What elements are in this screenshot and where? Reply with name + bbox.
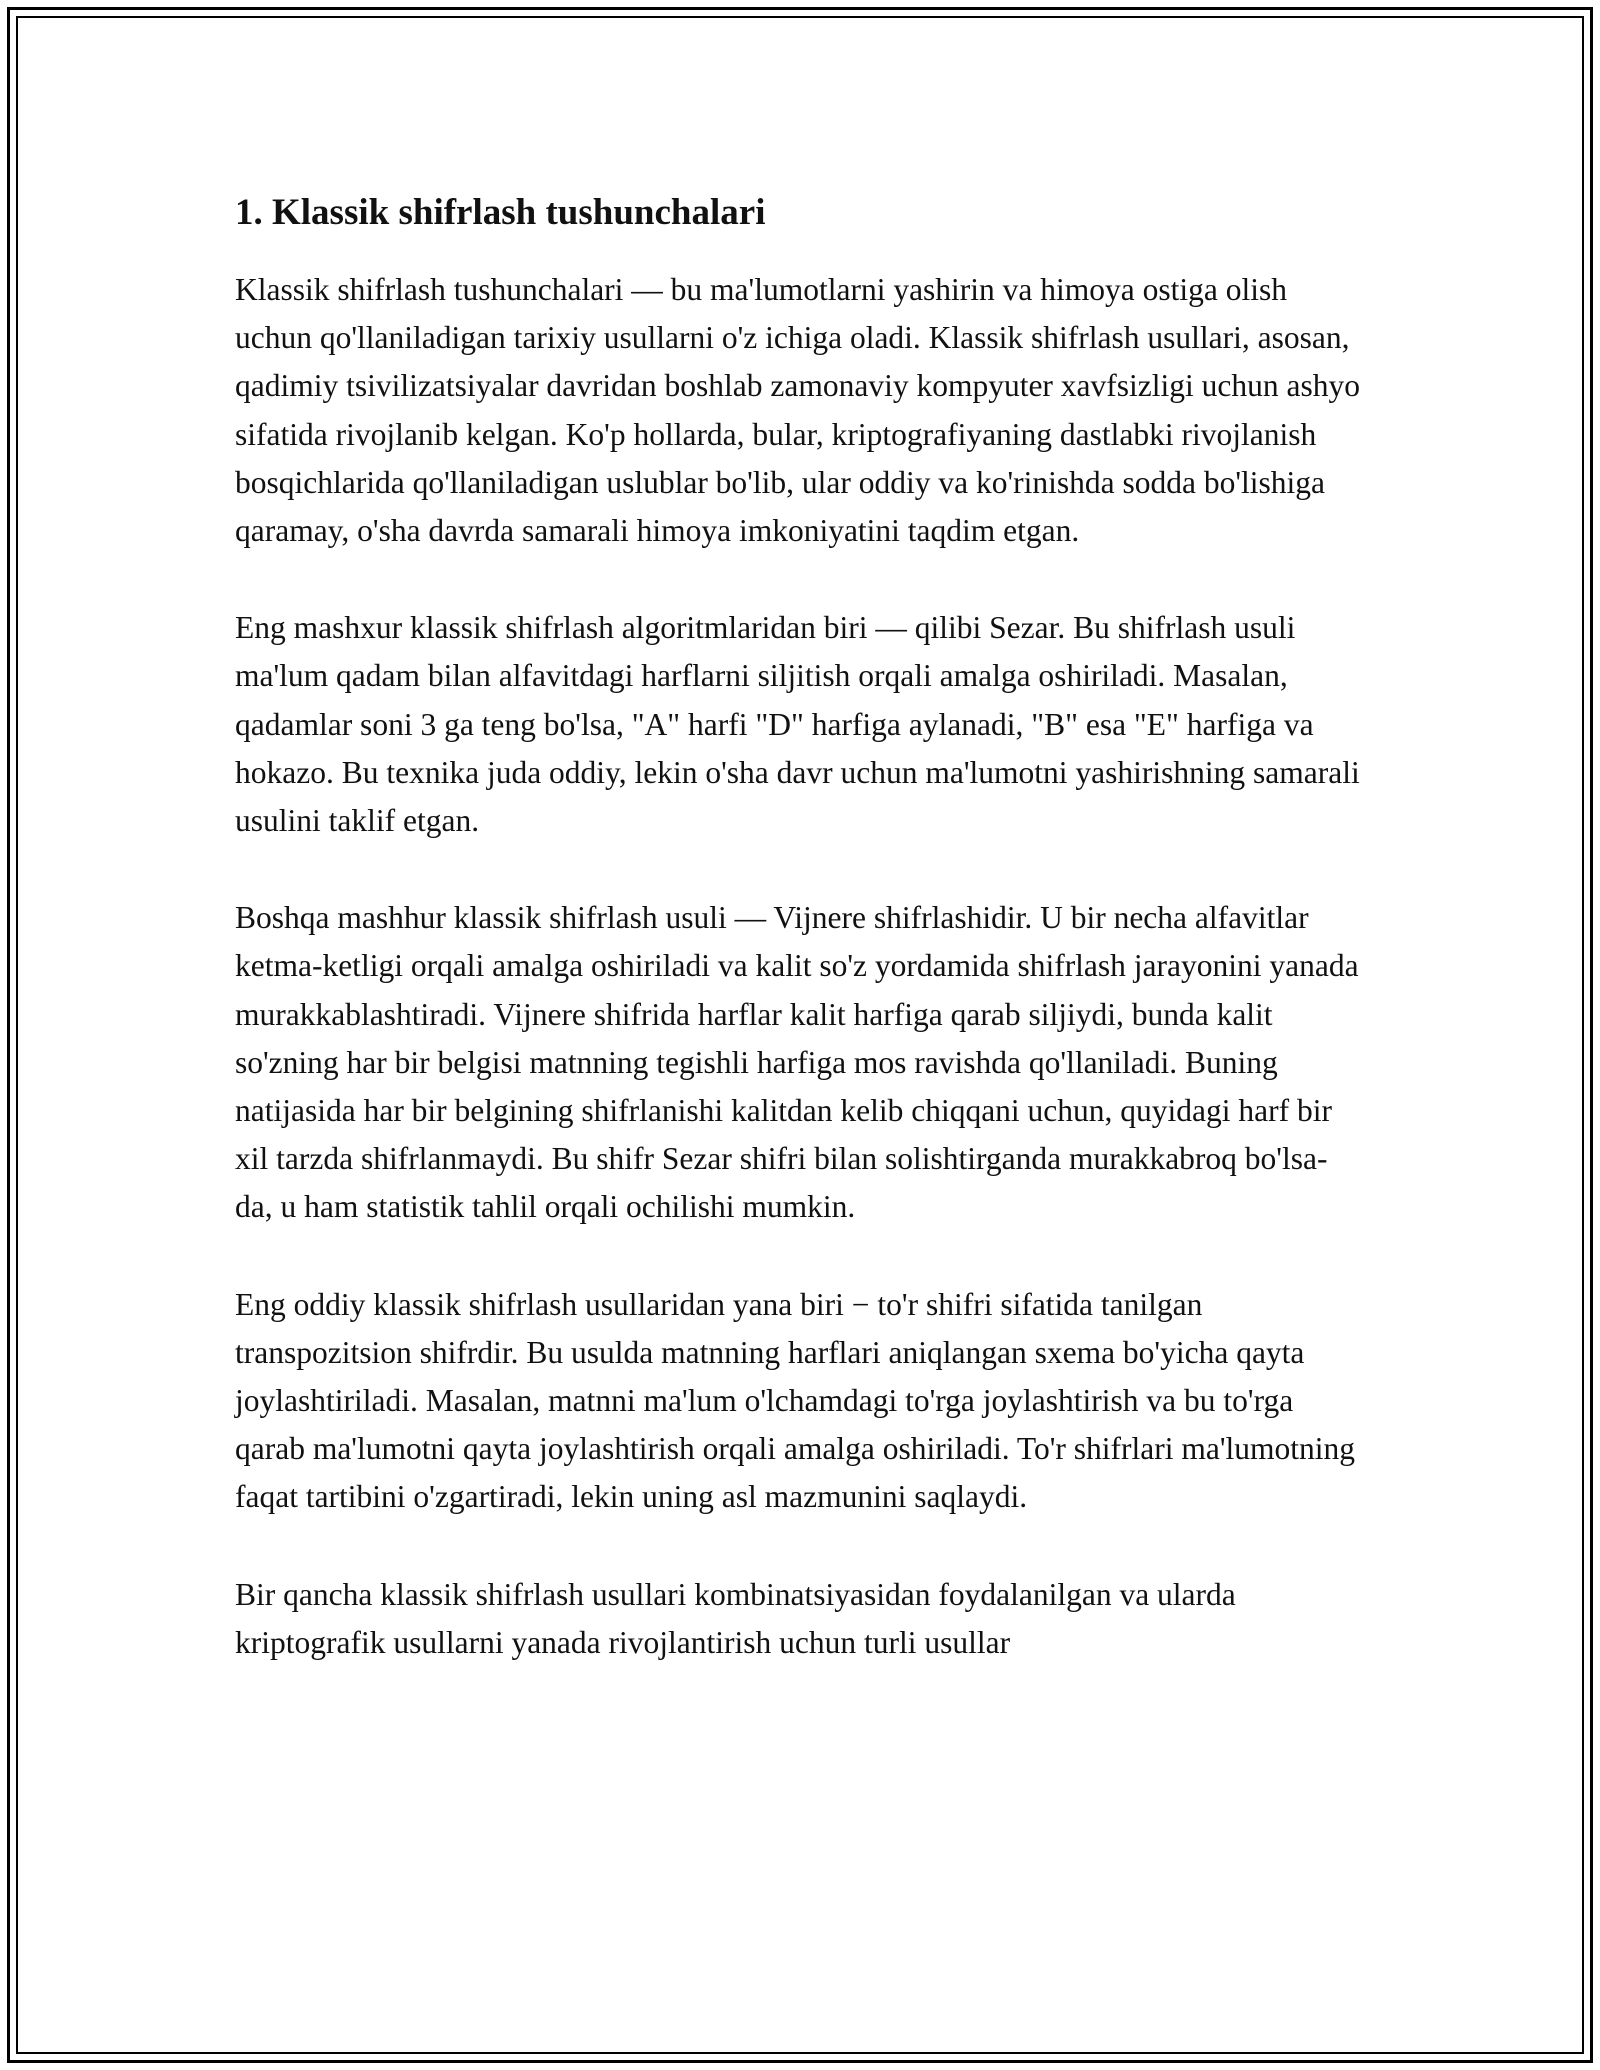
section-heading: 1. Klassik shifrlash tushunchalari [235, 192, 766, 233]
paragraph-caesar-cipher: Eng mashxur klassik shifrlash algoritmlaridan biri — qilibi Sezar. Bu shifrlash usuli ma'lum qadam bilan alfavitdagi harflarni siljitish orqali amalga oshiriladi. Masalan, qadamlar soni 3 ga teng bo'lsa, "A" harfi "D" harfiga aylanadi, "B" esa "E" harfiga va hokazo. Bu texnika juda oddiy, lekin o'sha davr uchun ma'lumotni yashirishning samarali usulini taklif etgan. [235, 610, 1360, 839]
paragraph-intro: Klassik shifrlash tushunchalari — bu ma'lumotlarni yashirin va himoya ostiga olish uchun qo'llaniladigan tarixiy usullarni o'z ichiga oladi. Klassik shifrlash usullari, asosan, qadimiy tsivilizatsiyalar davridan boshlab zamonaviy kompyuter xavfsizligi uchun ashyo sifatida rivojlanib kelgan. Ko'p hollarda, bular, kriptografiyaning dastlabki rivojlanish bosqichlarida qo'llaniladigan uslublar bo'lib, ular oddiy va ko'rinishda sodda bo'lishiga qaramay, o'sha davrda samarali himoya imkoniyatini taqdim etgan. [235, 272, 1360, 549]
document-body [235, 188, 1365, 1716]
paragraph-combined-methods: Bir qancha klassik shifrlash usullari kombinatsiyasidan foydalanilgan va ularda kriptografik usullarni yanada rivojlantirish uchun turli usullar [235, 1576, 1236, 1660]
paragraph-vigenere-cipher: Boshqa mashhur klassik shifrlash usuli — Vijnere shifrlashidir. U bir necha alfavitlar ketma-ketligi orqali amalga oshiriladi va kalit so'z yordamida shifrlash jarayonini yanada murakkablashtiradi. Vijnere shifrida harflar kalit harfiga qarab siljiydi, bunda kalit so'zning har bir belgisi matnning tegishli harfiga mos ravishda qo'llaniladi. Buning natijasida har bir belgining shifrlanishi kalitdan kelib chiqqani uchun, quyidagi harf bir xil tarzda shifrlanmaydi. Bu shifr Sezar shifri bilan solishtirganda murakkabroq bo'lsa-da, u ham statistik tahlil orqali ochilishi mumkin. [235, 900, 1359, 1225]
paragraph-transposition-cipher: Eng oddiy klassik shifrlash usullaridan yana biri − to'r shifri sifatida tanilgan transpozitsion shifrdir. Bu usulda matnning harflari aniqlangan sxema bo'yicha qayta joylashtiriladi. Masalan, matnni ma'lum o'lchamdagi to'rga joylashtirish va bu to'rga qarab ma'lumotni qayta joylashtirish orqali amalga oshiriladi. To'r shifrlari ma'lumotning faqat tartibini o'zgartiradi, lekin uning asl mazmunini saqlaydi. [235, 1286, 1356, 1515]
